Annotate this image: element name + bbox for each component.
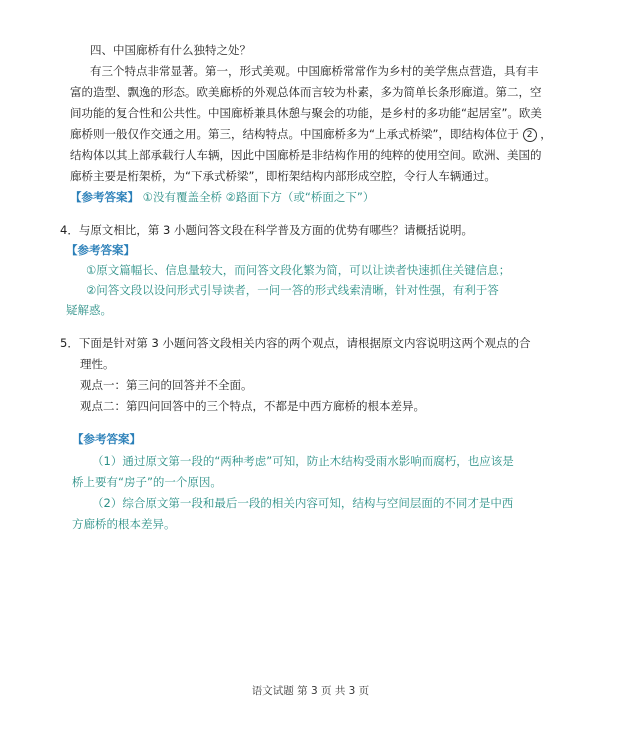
question-4-answer-line-3: 疑解惑。 — [66, 303, 112, 317]
question-5-view-2: 观点二：第四问回答中的三个特点，不都是中西方廊桥的根本差异。 — [80, 399, 425, 413]
question-5-answer-line-3: （2）综合原文第一段和最后一段的相关内容可知，结构与空间层面的不同才是中西 — [92, 496, 514, 510]
question-4-answer-line-1: ①原文篇幅长、信息量较大，而问答文段化繁为简，可以让读者快速抓住关键信息； — [86, 263, 511, 277]
question-4-text: 4．与原文相比，第 3 小题问答文段在科学普及方面的优势有哪些？请概括说明。 — [60, 223, 473, 237]
paragraph-line-4-tail: ， — [540, 127, 552, 141]
paragraph-line-4 — [70, 127, 552, 142]
paragraph-line-6: 廊桥主要是桁架桥，为“下承式桥梁”，即桁架结构内部形成空腔，令行人车辆通过。 — [70, 169, 496, 183]
question-5-answer-line-4: 方廊桥的根本差异。 — [72, 517, 176, 531]
question-5-text-line-1: 5．下面是针对第 3 小题问答文段相关内容的两个观点，请根据原文内容说明这两个观点的合 — [60, 336, 531, 350]
question-4-answer-line-2: ②问答文段以设问形式引导读者，一问一答的形式线索清晰，针对性强，有利于答 — [86, 283, 499, 297]
question-5-answer-line-2: 桥上要有“房子”的一个原因。 — [72, 475, 222, 489]
question-4-answer-label: 【参考答案】 — [66, 243, 135, 257]
question-5-answer-label: 【参考答案】 — [72, 432, 141, 446]
circled-number-mark: 2 — [523, 128, 537, 142]
section-four-title: 四、中国廊桥有什么独特之处？ — [90, 43, 251, 57]
page-footer: 语文试题 第 3 页 共 3 页 — [251, 685, 370, 697]
answer-label: 【参考答案】 — [70, 190, 139, 204]
section-four-answer — [70, 190, 374, 204]
paragraph-line-5: 结构体以其上部承载行人车辆，因此中国廊桥是非结构作用的纯粹的使用空间。欧洲、美国的 — [70, 148, 542, 162]
paragraph-line-3: 间功能的复合性和公共性。中国廊桥兼具休憩与聚会的功能，是乡村的多功能“起居室”。欧美 — [70, 106, 542, 120]
paragraph-line-4-text: 廊桥则一般仅作交通之用。第三，结构特点。中国廊桥多为“上承式桥梁”，即结构体位于 — [70, 127, 519, 141]
paragraph-line-1: 有三个特点非常显著。第一，形式美观。中国廊桥常常作为乡村的美学焦点营造，具有丰 — [90, 64, 539, 78]
question-5-view-1: 观点一：第三问的回答并不全面。 — [80, 378, 253, 392]
paragraph-line-2: 富的造型、飘逸的形态。欧美廊桥的外观总体而言较为朴素，多为简单长条形廊道。第二，空 — [70, 85, 542, 99]
question-5-answer-line-1: （1）通过原文第一段的“两种考虑”可知，防止木结构受雨水影响而腐朽，也应该是 — [92, 454, 514, 468]
question-5-text-line-2: 理性。 — [80, 357, 115, 371]
answer-text: ①没有覆盖全桥 ②路面下方（或“桥面之下”） — [142, 190, 375, 204]
